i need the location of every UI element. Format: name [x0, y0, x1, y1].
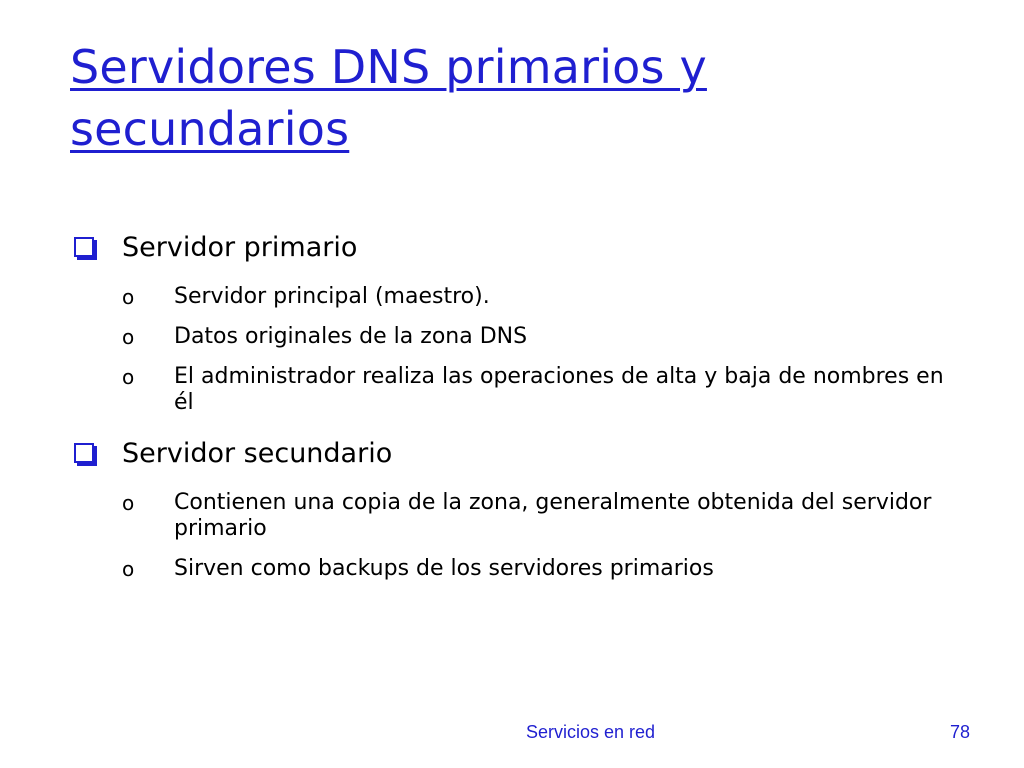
checkbox-square-icon — [74, 443, 94, 463]
list-item-text: Datos originales de la zona DNS — [174, 324, 528, 349]
checkbox-square-icon — [74, 237, 94, 257]
circle-o-icon: o — [122, 285, 135, 309]
list-item — [122, 324, 954, 350]
circle-o-icon: o — [122, 365, 135, 389]
page-number: 78 — [949, 722, 970, 742]
section-primary — [70, 226, 970, 416]
slide-content — [70, 226, 970, 590]
section-heading: Servidor primario — [122, 232, 358, 263]
footer-label: Servicios en red — [526, 722, 656, 742]
section-secondary — [70, 432, 970, 582]
list-item — [122, 556, 954, 582]
list-item — [122, 364, 954, 416]
circle-o-icon: o — [122, 557, 135, 581]
list-item — [122, 490, 954, 542]
circle-o-icon: o — [122, 491, 135, 515]
section-heading: Servidor secundario — [122, 438, 393, 469]
slide-title: Servidores DNS primarios y secundarios — [70, 40, 707, 156]
list-item-text: Sirven como backups de los servidores primarios — [174, 556, 714, 581]
sub-list — [122, 284, 970, 416]
circle-o-icon: o — [122, 325, 135, 349]
section-list — [70, 226, 970, 582]
list-item-text: Contienen una copia de la zona, generalmente obtenida del servidor primario — [174, 490, 932, 541]
list-item-text: Servidor principal (maestro). — [174, 284, 490, 309]
list-item — [122, 284, 954, 310]
list-item-text: El administrador realiza las operaciones de alta y baja de nombres en él — [174, 364, 944, 415]
sub-list — [122, 490, 970, 582]
